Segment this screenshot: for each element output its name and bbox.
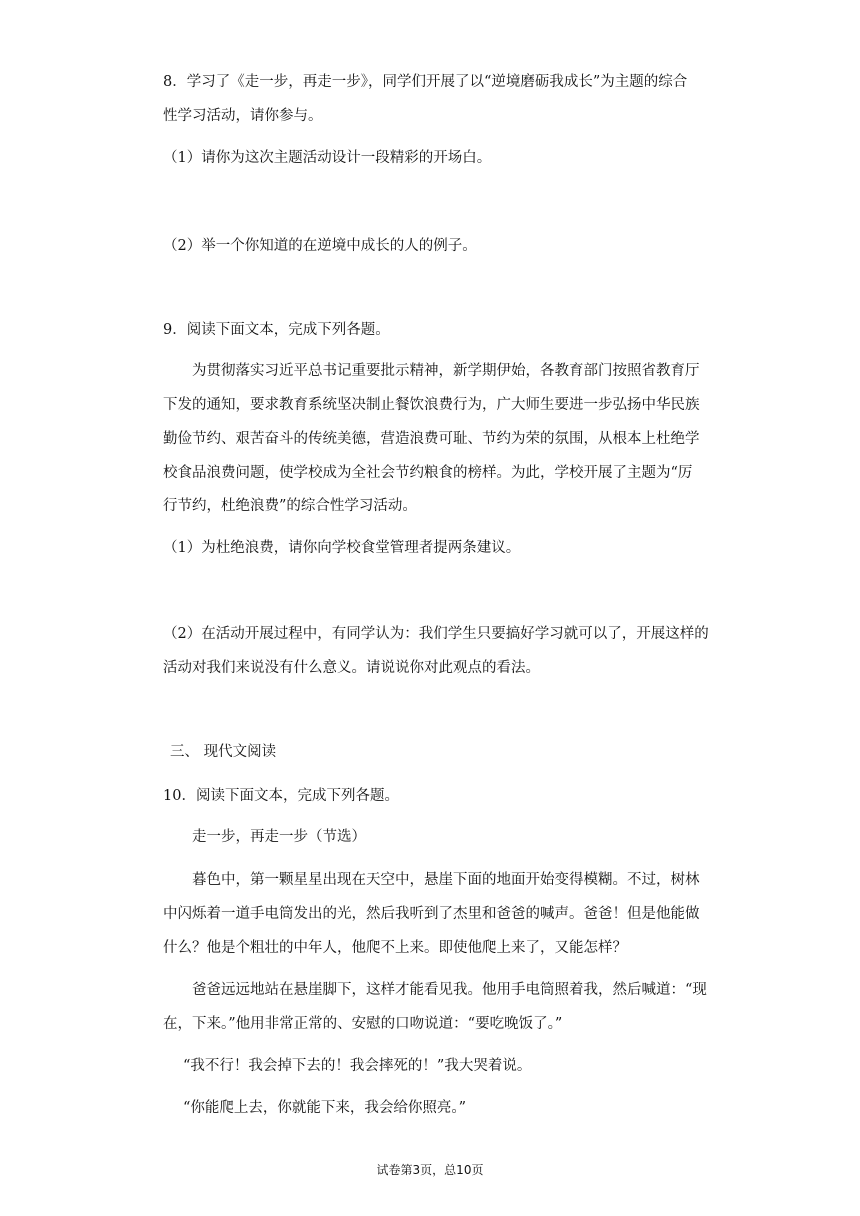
q9-passage-line-5: 行节约，杜绝浪费”的综合性学习活动。	[163, 498, 417, 514]
q8-subquestion-2: （2）举一个你知道的在逆境中成长的人的例子。	[163, 238, 477, 254]
q10-paragraph-4: “你能爬上去，你就能下来，我会给你照亮。”	[183, 1100, 467, 1116]
q9-subquestion-2-line-2: 活动对我们来说没有什么意义。请说说你对此观点的看法。	[163, 660, 540, 676]
q10-paragraph-1-line-3: 什么？他是个粗壮的中年人，他爬不上来。即使他爬上来了，又能怎样？	[163, 940, 627, 956]
q9-passage-line-3: 勤俭节约、艰苦奋斗的传统美德，营造浪费可耻、节约为荣的氛围，从根本上杜绝学	[163, 431, 700, 447]
q9-passage-line-2: 下发的通知，要求教育系统坚决制止餐饮浪费行为，广大师生要进一步弘扬中华民族	[163, 397, 700, 413]
q10-stem: 10．阅读下面文本，完成下列各题。	[163, 788, 399, 804]
q8-stem-line-1: 8．学习了《走一步，再走一步》，同学们开展了以“逆境磨砺我成长”为主题的综合	[163, 74, 688, 90]
q9-stem: 9．阅读下面文本，完成下列各题。	[163, 322, 390, 338]
page-footer: 试卷第3页，总10页	[376, 1163, 484, 1177]
q8-stem-line-2: 性学习活动，请你参与。	[163, 108, 323, 124]
article-title: 走一步，再走一步（节选）	[192, 829, 366, 845]
q10-paragraph-1-line-2: 中闪烁着一道手电筒发出的光，然后我听到了杰里和爸爸的喊声。爸爸！但是他能做	[163, 906, 700, 922]
q9-subquestion-1: （1）为杜绝浪费，请你向学校食堂管理者提两条建议。	[163, 540, 521, 556]
q8-subquestion-1: （1）请你为这次主题活动设计一段精彩的开场白。	[163, 150, 492, 166]
q10-paragraph-1-line-1: 暮色中，第一颗星星出现在天空中，悬崖下面的地面开始变得模糊。不过，树林	[192, 872, 700, 888]
q9-subquestion-2-line-1: （2）在活动开展过程中，有同学认为：我们学生只要搞好学习就可以了，开展这样的	[163, 626, 709, 642]
section-heading: 三、 现代文阅读	[170, 744, 277, 760]
q9-passage-line-4: 校食品浪费问题，使学校成为全社会节约粮食的榜样。为此，学校开展了主题为“厉	[163, 465, 693, 481]
q10-paragraph-2-line-1: 爸爸远远地站在悬崖脚下，这样才能看见我。他用手电筒照着我，然后喊道：“现	[192, 982, 707, 998]
q10-paragraph-3: “我不行！我会掉下去的！我会摔死的！”我大哭着说。	[183, 1058, 532, 1074]
q9-passage-line-1: 为贯彻落实习近平总书记重要批示精神，新学期伊始，各教育部门按照省教育厅	[192, 363, 700, 379]
q10-paragraph-2-line-2: 在，下来。”他用非常正常的、安慰的口吻说道：“要吃晚饭了。”	[163, 1016, 563, 1032]
